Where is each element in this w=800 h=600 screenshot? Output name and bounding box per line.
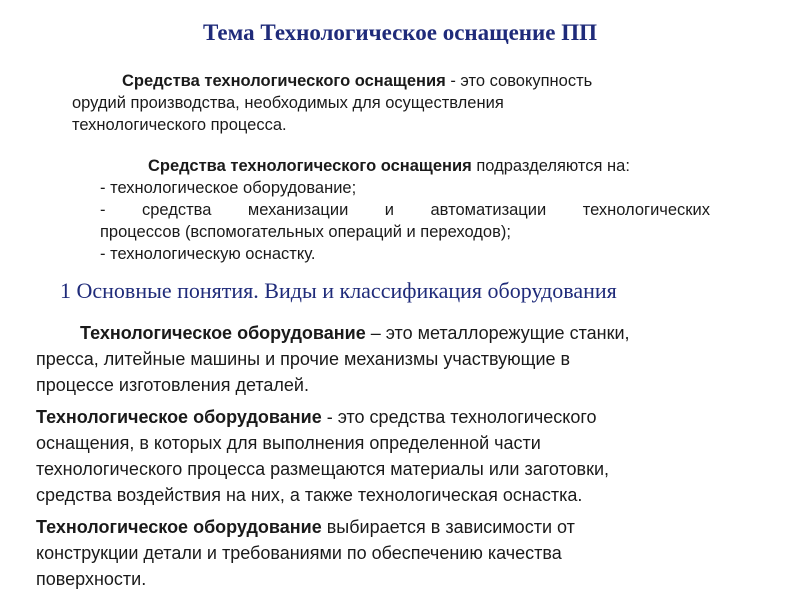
- definition-term: Средства технологического оснащения: [122, 72, 446, 90]
- body-text: [36, 320, 766, 598]
- definition-text: - это совокупность: [445, 72, 593, 90]
- paragraph-term: Технологическое оборудование: [80, 323, 366, 343]
- classification-item: - технологическую оснастку.: [100, 245, 316, 263]
- classification-term: Средства технологического оснащения: [148, 157, 472, 175]
- definition-block: [72, 70, 712, 136]
- paragraph-3: [36, 514, 766, 592]
- paragraph-text: – это металлорежущие станки,: [365, 323, 630, 343]
- definition-line-2: орудий производства, необходимых для осуществления: [72, 94, 504, 112]
- section-heading: 1 Основные понятия. Виды и классификация оборудования: [60, 278, 617, 303]
- paragraph-term: Технологическое оборудование: [36, 407, 322, 427]
- paragraph-text: технологического процесса размещаются материалы или заготовки,: [36, 459, 610, 479]
- paragraph-text: поверхности.: [36, 569, 147, 589]
- paragraph-text: средства воздействия на них, а также технологическая оснастка.: [36, 485, 583, 505]
- paragraph-1-line-1: [36, 320, 766, 346]
- paragraph-text: выбирается в зависимости от: [321, 517, 575, 537]
- paragraph-text: конструкции детали и требованиями по обеспечению качества: [36, 543, 562, 563]
- paragraph-text: процессе изготовления деталей.: [36, 375, 309, 395]
- classification-item: процессов (вспомогательных операций и переходов);: [100, 223, 511, 241]
- paragraph-text: оснащения, в которых для выполнения определенной части: [36, 433, 541, 453]
- paragraph-2: [36, 404, 766, 508]
- paragraph-term: Технологическое оборудование: [36, 517, 322, 537]
- definition-line-3: технологического процесса.: [72, 116, 287, 134]
- classification-item: - средства механизации и автоматизации технологических: [100, 201, 710, 219]
- classification-intro: [100, 155, 710, 177]
- paragraph-2-line-1: [36, 404, 766, 430]
- classification-block: [100, 155, 710, 265]
- paragraph-3-line-1: [36, 514, 766, 540]
- paragraph-text: - это средства технологического: [321, 407, 597, 427]
- slide-title: Тема Технологическое оснащение ПП: [202, 20, 598, 45]
- paragraph-1: [36, 320, 766, 398]
- classification-intro-text: подразделяются на:: [471, 157, 630, 175]
- classification-item: - технологическое оборудование;: [100, 179, 357, 197]
- definition-line-1: [72, 70, 712, 92]
- paragraph-text: пресса, литейные машины и прочие механизмы участвующие в: [36, 349, 571, 369]
